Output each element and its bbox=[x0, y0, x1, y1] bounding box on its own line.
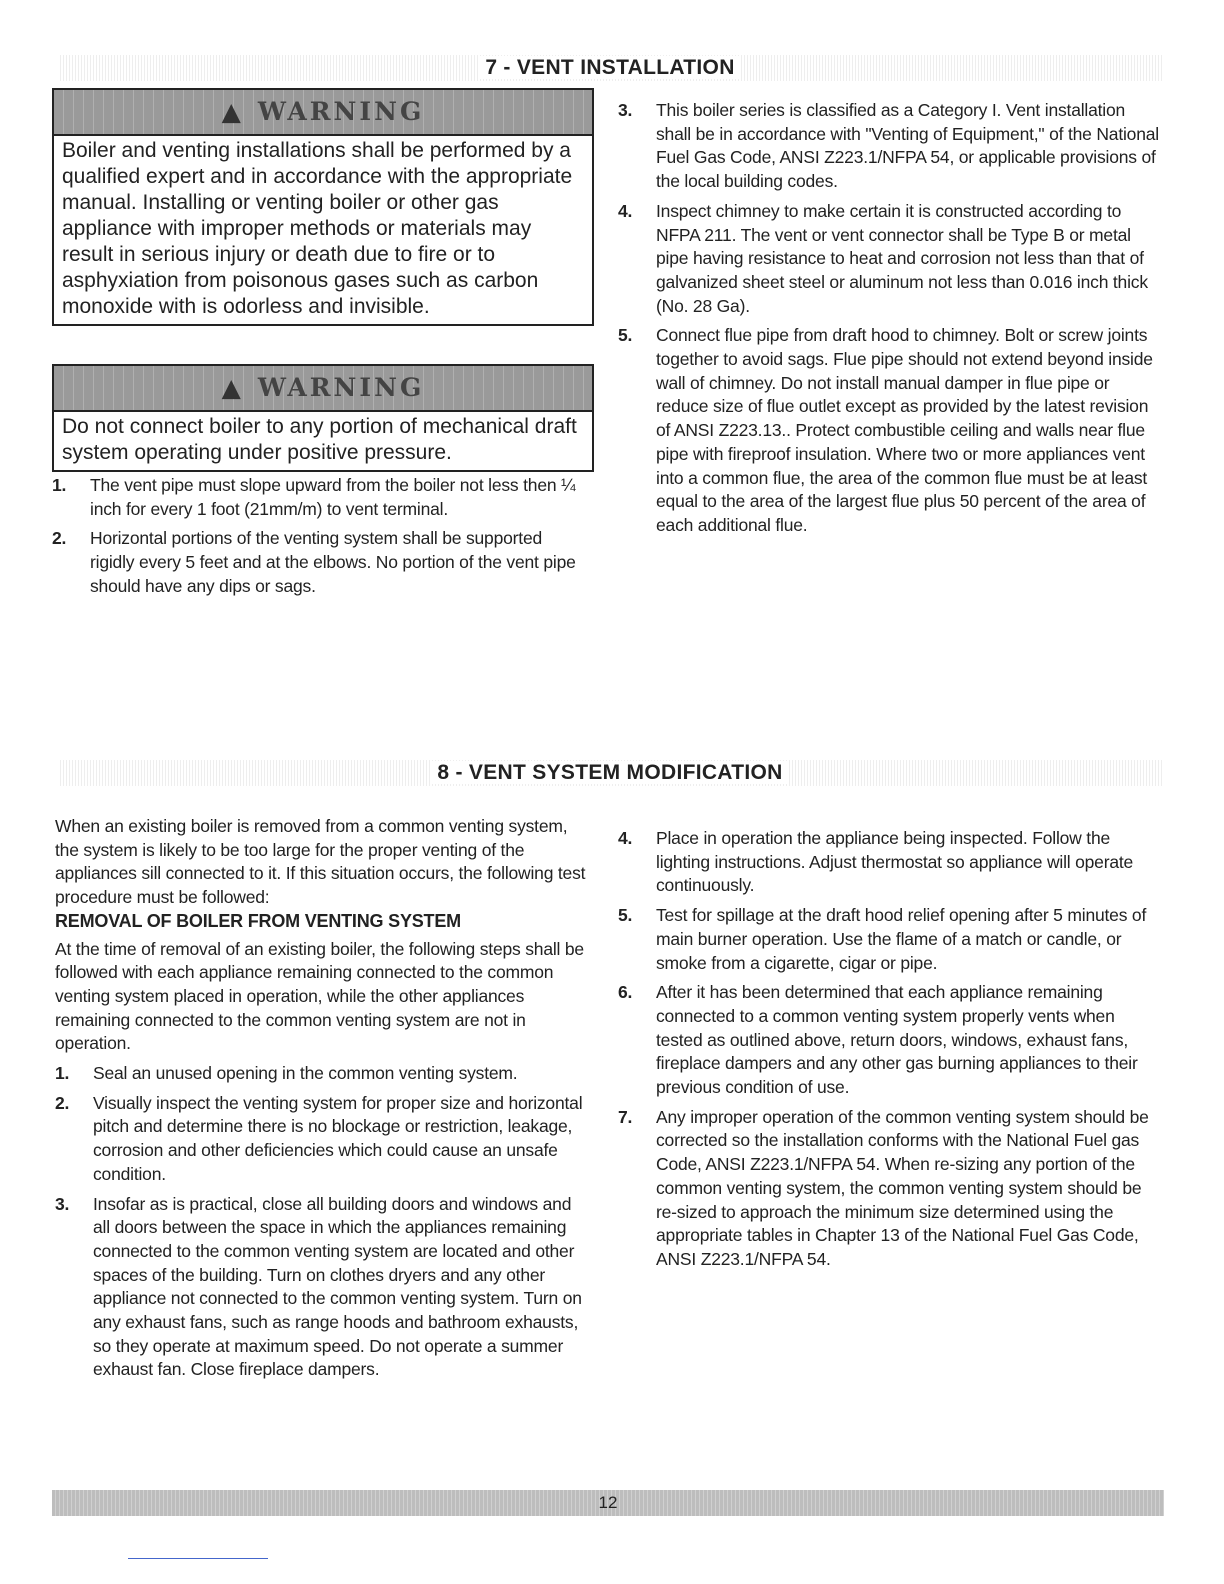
section-7-right-column bbox=[618, 99, 1163, 544]
list-item bbox=[55, 1062, 590, 1086]
list-item bbox=[618, 827, 1163, 898]
warning-label: WARNING bbox=[257, 97, 425, 126]
item-number: 5. bbox=[618, 325, 633, 346]
warning-box bbox=[52, 364, 594, 472]
subheading: REMOVAL OF BOILER FROM VENTING SYSTEM bbox=[55, 910, 461, 931]
page-number: 12 bbox=[598, 1493, 618, 1512]
item-text: Horizontal portions of the venting system shall be supported rigidly every 5 feet and at the elbows. No portion of the vent pipe should have any dips or sags. bbox=[90, 528, 576, 596]
item-text: Visually inspect the venting system for proper size and horizontal pitch and determine there is no blockage or restriction, leakage, corrosion and other deficiencies which could cause an unsafe condition. bbox=[93, 1092, 583, 1184]
list-item bbox=[618, 324, 1163, 537]
item-text: Test for spillage at the draft hood relief opening after 5 minutes of main burner operation. Use the flame of a match or candle, or smoke from a cigarette, cigar or pipe. bbox=[656, 905, 1147, 973]
section-title: 7 - VENT INSTALLATION bbox=[479, 56, 740, 79]
list-item bbox=[618, 200, 1163, 319]
item-number: 7. bbox=[618, 1106, 633, 1127]
item-number: 5. bbox=[618, 905, 633, 926]
item-text: Insofar as is practical, close all building doors and windows and all doors between the space in which the appliances remaining connected to the common venting system are located and other spaces of the building. Turn on clothes dryers and any other appliance not connected to the common venting system. Turn on any exhaust fans, such as range hoods and bathroom exhausts, so they operate at maximum speed. Do not operate a summer exhaust fan. Close fireplace dampers. bbox=[93, 1193, 582, 1380]
item-text: Place in operation the appliance being inspected. Follow the lighting instructions. Adjust thermostat so appliance will operate continuously. bbox=[656, 828, 1134, 896]
list-item bbox=[618, 904, 1163, 975]
warning-text: Boiler and venting installations shall be performed by a qualified expert and in accordance with the appropriate manual. Installing or venting boiler or other gas appliance with improper methods or materials may result in serious injury or death due to fire or to asphyxiation from poisonous gases such as carbon monoxide with is odorless and invisible. bbox=[62, 139, 573, 318]
item-number: 2. bbox=[55, 1092, 70, 1113]
list-item bbox=[618, 99, 1163, 194]
item-text: Any improper operation of the common venting system should be corrected so the installation conforms with the National Fuel gas Code, ANSI Z223.1/NFPA 54. When re-sizing any portion of the common venting system, the common venting system should be re-sized to approach the minimum size determined using the appropriate tables in Chapter 13 of the National Fuel Gas Code, ANSI Z223.1/NFPA 54. bbox=[656, 1106, 1149, 1269]
section-7-left-column bbox=[52, 474, 582, 605]
list-item bbox=[618, 981, 1163, 1100]
item-number: 4. bbox=[618, 828, 633, 848]
item-number: 4. bbox=[618, 200, 633, 221]
subintro-paragraph: At the time of removal of an existing boiler, the following steps shall be followed with each appliance remaining connected to the common venting system placed in operation, while the other appliances remaining connected to the common venting system are not in operation. bbox=[55, 938, 584, 1054]
warning-triangle-icon: ▲ bbox=[221, 97, 244, 126]
item-text: Seal an unused opening in the common venting system. bbox=[93, 1063, 518, 1084]
item-text: Connect flue pipe from draft hood to chimney. Bolt or screw joints together to avoid sags. Flue pipe should not extend beyond inside wall of chimney. Do not install manual damper in flue pipe or reduce size of flue outlet except as provided by the latest revision of ANSI Z223.13.. Protect combustible ceiling and walls near flue pipe with fireproof insulation. Where two or more appliances vent into a common flue, the area of the common flue must be at least equal to the area of the largest flue plus 50 percent of the area of each additional flue. bbox=[656, 325, 1153, 535]
item-number: 6. bbox=[618, 982, 633, 1003]
divider bbox=[128, 1558, 268, 1559]
item-text: The vent pipe must slope upward from the boiler not less then ¼ inch for every 1 foot (21mm/m) to vent terminal. bbox=[90, 475, 576, 519]
section-8-left-column bbox=[55, 815, 590, 1388]
item-number: 1. bbox=[55, 1063, 70, 1084]
item-text: After it has been determined that each appliance remaining connected to a common venting system properly vents when tested as outlined above, return doors, windows, exhaust fans, fireplace dampers and any other gas burning appliances to their previous condition of use. bbox=[656, 982, 1138, 1098]
list-item bbox=[55, 1193, 590, 1383]
section-7-header bbox=[58, 55, 1162, 81]
list-item bbox=[52, 527, 582, 598]
item-text: Inspect chimney to make certain it is constructed according to NFPA 211. The vent or vent connector shall be Type B or metal pipe having resistance to heat and corrosion not less than that of galvanized sheet steel or aluminum not less than 0.016 inch thick (No. 28 Ga). bbox=[656, 200, 1148, 316]
footer-bar bbox=[52, 1490, 1164, 1516]
item-number: 3. bbox=[618, 100, 633, 120]
warning-triangle-icon: ▲ bbox=[221, 373, 244, 402]
list-item bbox=[52, 474, 582, 521]
section-title: 8 - VENT SYSTEM MODIFICATION bbox=[431, 761, 788, 784]
intro-paragraph: When an existing boiler is removed from a common venting system, the system is likely to be too large for the proper venting of the appliances sill connected to it. If this situation occurs, the following test procedure must be followed: bbox=[55, 816, 586, 908]
section-8-right-column bbox=[618, 827, 1163, 1278]
item-number: 1. bbox=[52, 475, 67, 495]
warning-box bbox=[52, 88, 594, 326]
item-number: 2. bbox=[52, 528, 67, 549]
list-item bbox=[618, 1106, 1163, 1272]
warning-label: WARNING bbox=[257, 373, 425, 402]
warning-text: Do not connect boiler to any portion of mechanical draft system operating under positive pressure. bbox=[62, 415, 577, 464]
list-item bbox=[55, 1092, 590, 1187]
item-number: 3. bbox=[55, 1193, 70, 1214]
item-text: This boiler series is classified as a Category I. Vent installation shall be in accordance with "Venting of Equipment," of the National Fuel Gas Code, ANSI Z223.1/NFPA 54, or applicable provisions of the local building codes. bbox=[656, 100, 1159, 192]
section-8-header bbox=[58, 760, 1162, 786]
